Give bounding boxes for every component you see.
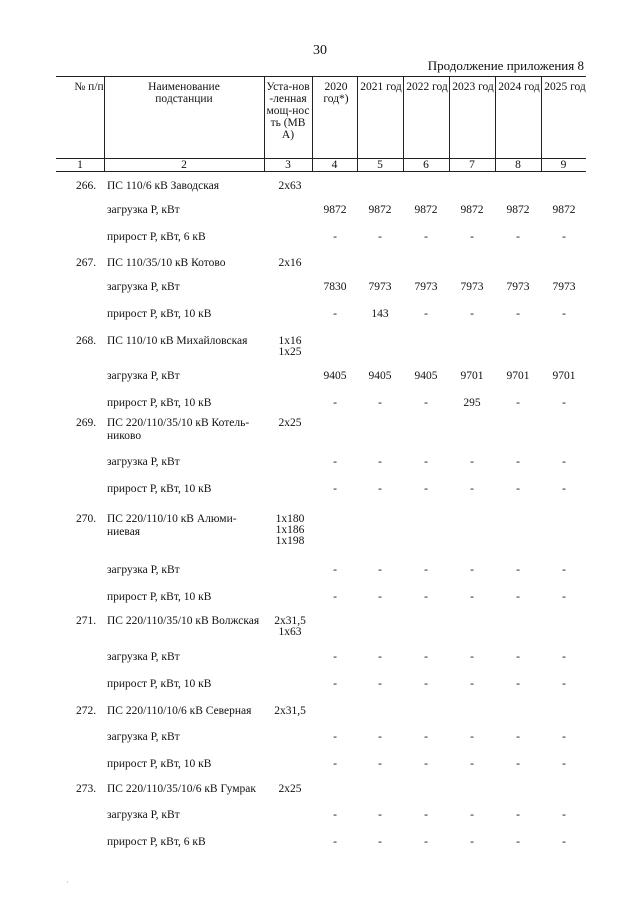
growth-value: - [516, 397, 520, 409]
installed-capacity: 1х25 [278, 346, 302, 358]
growth-value: - [516, 678, 520, 690]
growth-value: - [470, 836, 474, 848]
substation-name: никово [107, 430, 142, 442]
growth-value: - [378, 836, 382, 848]
substation-name: ПС 110/10 кВ Михайловская [107, 335, 248, 347]
load-value: - [424, 564, 428, 576]
column-number: 7 [469, 159, 475, 171]
growth-label: прирост Р, кВт, 6 кВ [107, 231, 206, 243]
load-value: - [378, 809, 382, 821]
growth-value: - [516, 591, 520, 603]
load-value: - [424, 809, 428, 821]
row-number: 267. [76, 257, 97, 269]
load-value: 9405 [368, 370, 392, 382]
growth-value: - [424, 483, 428, 495]
load-value: 9872 [552, 204, 576, 216]
growth-value: - [516, 758, 520, 770]
growth-value: - [424, 678, 428, 690]
column-number: 4 [331, 159, 338, 171]
load-value: 9701 [460, 370, 484, 382]
load-value: - [470, 564, 474, 576]
installed-capacity: 2х63 [278, 180, 302, 192]
load-value: - [424, 456, 428, 468]
row-number: 271. [76, 615, 97, 627]
load-value: - [516, 731, 520, 743]
header-year: 2025 год [544, 81, 586, 93]
load-value: 7973 [460, 281, 484, 293]
installed-capacity: 1х63 [278, 626, 302, 638]
column-number: 8 [515, 159, 521, 171]
load-value: 9405 [414, 370, 438, 382]
load-value: 9872 [506, 204, 530, 216]
row-number: 270. [76, 513, 97, 525]
growth-value: - [470, 758, 474, 770]
installed-capacity: 1х180 [275, 513, 305, 525]
growth-value: 143 [371, 308, 389, 320]
col-divider [403, 76, 404, 171]
load-value: - [333, 456, 337, 468]
load-value: - [333, 809, 337, 821]
load-label: загрузка Р, кВт [107, 204, 180, 216]
continuation-caption: Продолжение приложения 8 [427, 58, 584, 73]
installed-capacity: 2х16 [278, 257, 302, 269]
substation-name: ПС 220/110/35/10 кВ Котель- [107, 417, 250, 429]
growth-label: прирост Р, кВт, 10 кВ [107, 678, 212, 690]
load-value: 7973 [414, 281, 438, 293]
growth-value: - [333, 483, 337, 495]
col-divider [312, 76, 313, 171]
growth-label: прирост Р, кВт, 6 кВ [107, 836, 206, 848]
scan-speck: · [66, 878, 69, 887]
growth-value: - [378, 758, 382, 770]
load-value: - [516, 809, 520, 821]
growth-value: 295 [463, 397, 481, 409]
growth-value: - [424, 397, 428, 409]
installed-capacity: 2х31,5 [274, 705, 306, 717]
installed-capacity: 1х16 [278, 335, 302, 347]
col-divider [104, 76, 105, 171]
header-year: 2022 год [406, 81, 448, 93]
col-divider [495, 76, 496, 171]
growth-value: - [378, 397, 382, 409]
load-value: 9701 [506, 370, 530, 382]
growth-value: - [378, 591, 382, 603]
load-label: загрузка Р, кВт [107, 456, 180, 468]
table-top-rule [56, 76, 586, 77]
load-value: - [378, 564, 382, 576]
header-num: № п/п [74, 81, 104, 93]
growth-value: - [333, 231, 337, 243]
header-year: 2023 год [452, 81, 494, 93]
load-value: - [424, 731, 428, 743]
header-capacity: Уста-нов-ленная мощ-ность (МВА) [266, 81, 310, 141]
page-number: 30 [313, 43, 327, 58]
growth-value: - [333, 397, 337, 409]
load-value: - [562, 651, 566, 663]
growth-value: - [562, 308, 566, 320]
growth-value: - [562, 678, 566, 690]
growth-value: - [470, 678, 474, 690]
load-value: 7973 [552, 281, 576, 293]
growth-value: - [424, 836, 428, 848]
column-number: 5 [377, 159, 383, 171]
load-value: 7973 [506, 281, 530, 293]
load-label: загрузка Р, кВт [107, 651, 180, 663]
growth-value: - [333, 308, 337, 320]
growth-value: - [516, 231, 520, 243]
growth-label: прирост Р, кВт, 10 кВ [107, 397, 212, 409]
column-number: 1 [77, 159, 83, 171]
load-value: - [378, 456, 382, 468]
load-value: 7830 [323, 281, 347, 293]
load-value: - [378, 731, 382, 743]
growth-value: - [424, 231, 428, 243]
load-value: - [562, 809, 566, 821]
col-divider [541, 76, 542, 171]
load-label: загрузка Р, кВт [107, 281, 180, 293]
substation-name: ПС 220/110/35/10/6 кВ Гумрак [107, 783, 256, 795]
growth-label: прирост Р, кВт, 10 кВ [107, 308, 212, 320]
substation-name: ПС 220/110/35/10 кВ Волжская [107, 615, 260, 627]
load-label: загрузка Р, кВт [107, 370, 180, 382]
load-value: - [333, 651, 337, 663]
column-number: 3 [285, 159, 291, 171]
load-label: загрузка Р, кВт [107, 731, 180, 743]
load-value: 9872 [414, 204, 438, 216]
load-value: 9872 [368, 204, 392, 216]
substation-name: ниевая [107, 526, 141, 538]
growth-value: - [424, 758, 428, 770]
growth-value: - [562, 231, 566, 243]
load-value: 9701 [552, 370, 576, 382]
load-value: - [516, 456, 520, 468]
growth-value: - [333, 591, 337, 603]
col-divider [264, 76, 265, 171]
header-year: 2020 год*) [323, 81, 349, 105]
load-value: - [333, 564, 337, 576]
growth-value: - [516, 483, 520, 495]
installed-capacity: 2х25 [278, 783, 302, 795]
col-divider [449, 76, 450, 171]
growth-value: - [333, 678, 337, 690]
growth-value: - [516, 836, 520, 848]
load-value: 9872 [460, 204, 484, 216]
header-year: 2021 год [360, 81, 402, 93]
load-value: - [516, 651, 520, 663]
load-value: - [470, 651, 474, 663]
row-number: 269. [76, 417, 97, 429]
load-value: - [470, 809, 474, 821]
growth-value: - [424, 308, 428, 320]
load-value: - [562, 564, 566, 576]
growth-value: - [516, 308, 520, 320]
header-bottom-rule [56, 171, 586, 172]
growth-value: - [333, 836, 337, 848]
installed-capacity: 2х25 [278, 417, 302, 429]
load-value: - [562, 456, 566, 468]
load-value: - [470, 456, 474, 468]
row-number: 273. [76, 783, 97, 795]
installed-capacity: 1х186 [275, 524, 305, 536]
load-value: 9405 [323, 370, 347, 382]
growth-label: прирост Р, кВт, 10 кВ [107, 483, 212, 495]
header-year: 2024 год [498, 81, 540, 93]
installed-capacity: 2х31,5 [274, 615, 306, 627]
row-number: 266. [76, 180, 97, 192]
growth-value: - [562, 758, 566, 770]
growth-value: - [333, 758, 337, 770]
substation-name: ПС 220/110/10 кВ Алюми- [107, 513, 237, 525]
column-number: 6 [423, 159, 429, 171]
row-number: 268. [76, 335, 97, 347]
growth-value: - [424, 591, 428, 603]
growth-value: - [470, 231, 474, 243]
growth-label: прирост Р, кВт, 10 кВ [107, 591, 212, 603]
load-value: - [333, 731, 337, 743]
growth-value: - [562, 836, 566, 848]
column-number: 9 [560, 159, 567, 171]
load-value: - [516, 564, 520, 576]
load-value: 9872 [323, 204, 347, 216]
column-number: 2 [181, 159, 187, 171]
load-value: - [562, 731, 566, 743]
substation-name: ПС 110/35/10 кВ Котово [107, 257, 226, 269]
substation-name: ПС 220/110/10/6 кВ Северная [107, 705, 252, 717]
growth-value: - [470, 483, 474, 495]
growth-value: - [562, 397, 566, 409]
load-value: - [378, 651, 382, 663]
load-value: - [424, 651, 428, 663]
row-number: 272. [76, 705, 97, 717]
growth-value: - [562, 483, 566, 495]
growth-value: - [378, 678, 382, 690]
growth-label: прирост Р, кВт, 10 кВ [107, 758, 212, 770]
installed-capacity: 1х198 [275, 535, 305, 547]
load-label: загрузка Р, кВт [107, 809, 180, 821]
growth-value: - [562, 591, 566, 603]
growth-value: - [378, 231, 382, 243]
load-value: 7973 [368, 281, 392, 293]
growth-value: - [470, 591, 474, 603]
header-name: Наименование подстанции [148, 81, 220, 105]
load-value: - [470, 731, 474, 743]
substation-name: ПС 110/6 кВ Заводская [107, 180, 220, 192]
growth-value: - [378, 483, 382, 495]
load-label: загрузка Р, кВт [107, 564, 180, 576]
growth-value: - [470, 308, 474, 320]
